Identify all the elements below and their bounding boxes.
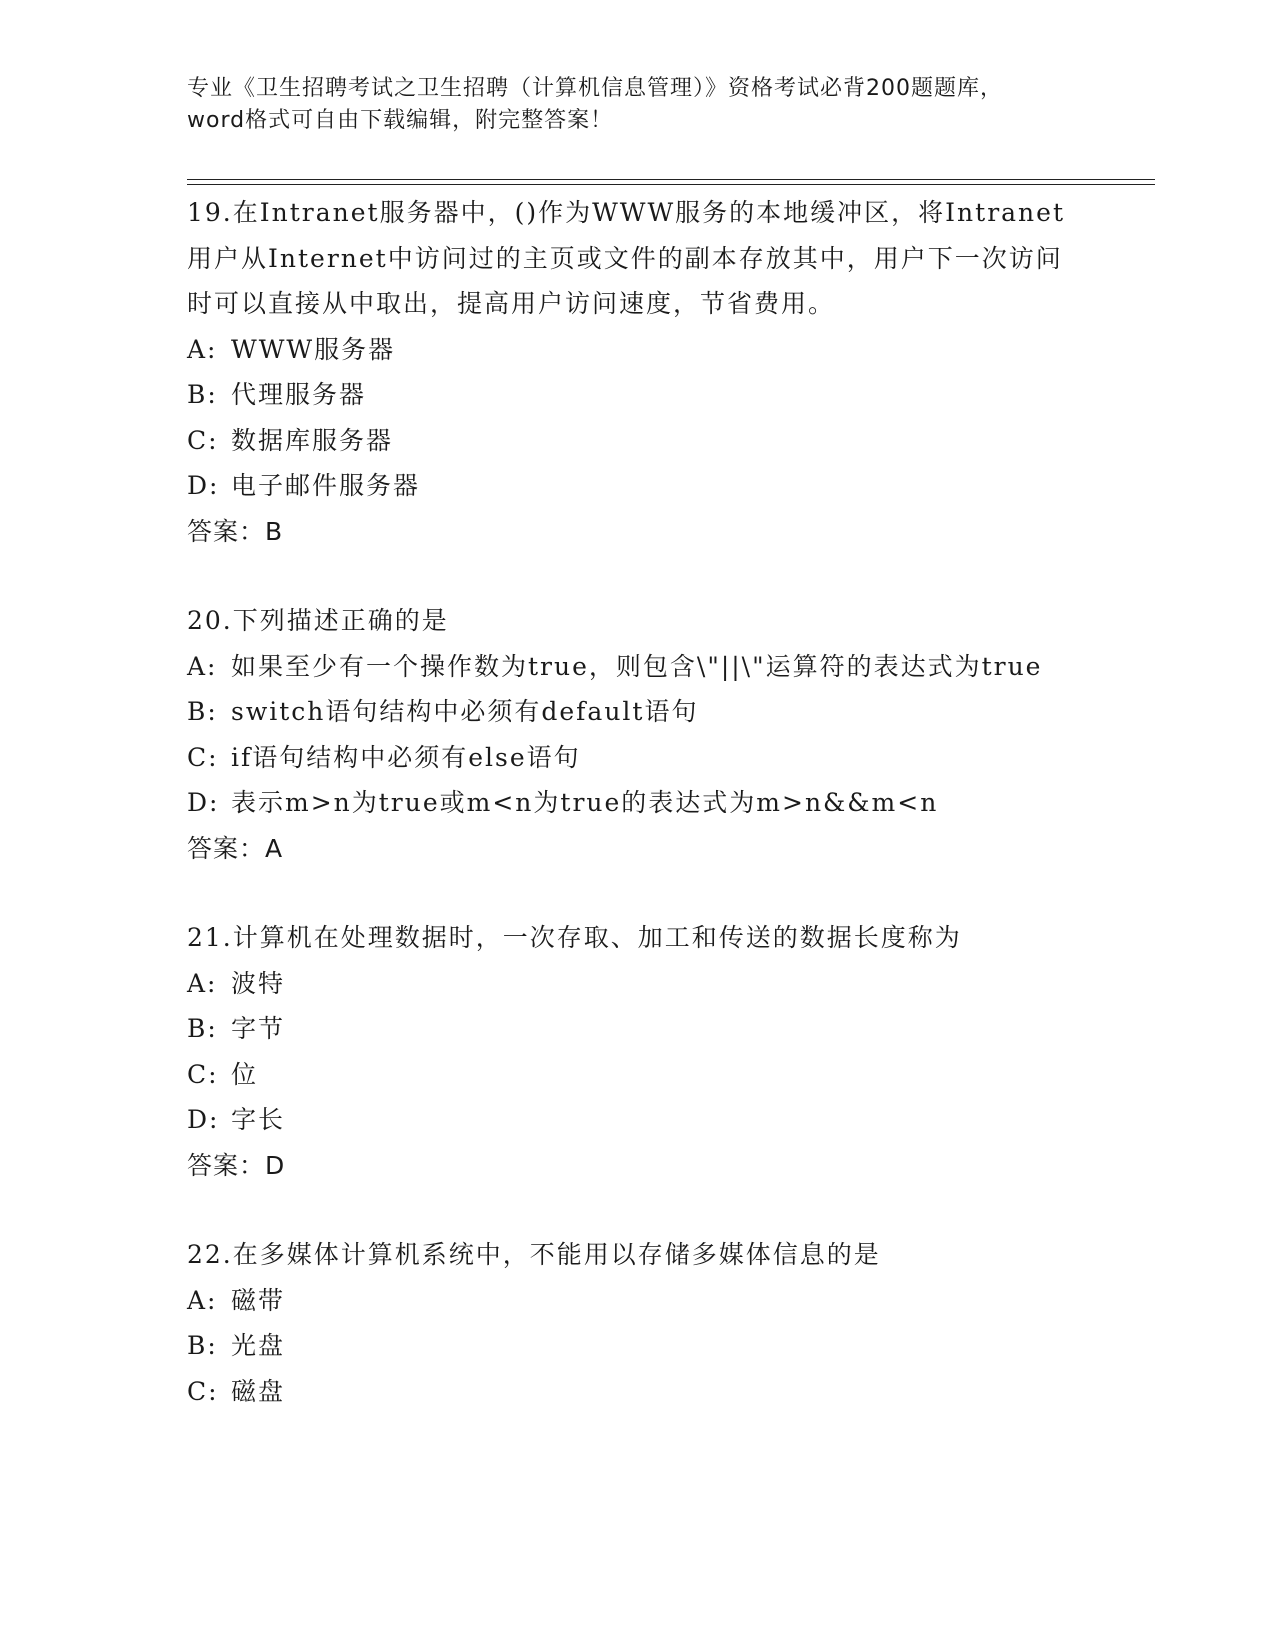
question-block bbox=[187, 1232, 1087, 1414]
header-line-2: word格式可自由下载编辑，附完整答案！ bbox=[187, 108, 614, 133]
option-label: D: bbox=[187, 1105, 220, 1134]
option-text: switch语句结构中必须有default语句 bbox=[231, 697, 699, 726]
answer-option bbox=[187, 1097, 1087, 1143]
option-text: 位 bbox=[231, 1059, 259, 1089]
option-label: B: bbox=[187, 697, 218, 726]
header-divider-bottom bbox=[187, 184, 1155, 185]
option-text: 代理服务器 bbox=[231, 380, 367, 409]
option-label: C: bbox=[187, 1059, 219, 1089]
option-label: A: bbox=[187, 651, 218, 681]
answer-option bbox=[187, 780, 1087, 826]
answer-key: 答案：B bbox=[187, 516, 284, 546]
header-divider-top bbox=[187, 179, 1155, 180]
question-block bbox=[187, 915, 1087, 1188]
answer-option bbox=[187, 1006, 1087, 1052]
question-block bbox=[187, 598, 1087, 871]
answer-option bbox=[187, 463, 1087, 509]
answer-option bbox=[187, 418, 1087, 464]
option-label: A: bbox=[187, 1285, 218, 1315]
question-text: 19.在Intranet服务器中，()作为WWW服务的本地缓冲区，将Intranet用户从Internet中访问过的主页或文件的副本存放其中，用户下一次访问时可以直接从中取出，提高用户访问速度，节省费用。 bbox=[187, 198, 1065, 318]
option-label: C: bbox=[187, 1376, 219, 1406]
document-header bbox=[187, 73, 1087, 137]
option-text: 光盘 bbox=[231, 1331, 286, 1360]
option-text: 如果至少有一个操作数为true，则包含\"||\"运算符的表达式为true bbox=[231, 651, 1043, 681]
option-label: C: bbox=[187, 425, 219, 455]
answer-option bbox=[187, 1323, 1087, 1369]
option-label: B: bbox=[187, 380, 218, 409]
option-text: 磁带 bbox=[231, 1285, 286, 1315]
answer-option bbox=[187, 327, 1087, 373]
option-text: WWW服务器 bbox=[231, 334, 396, 364]
answer-option bbox=[187, 735, 1087, 781]
option-text: 波特 bbox=[231, 968, 286, 998]
option-text: 电子邮件服务器 bbox=[231, 471, 421, 500]
question-text: 21.计算机在处理数据时，一次存取、加工和传送的数据长度称为 bbox=[187, 923, 962, 952]
answer-option bbox=[187, 1052, 1087, 1098]
option-text: 字节 bbox=[231, 1014, 286, 1043]
option-label: D: bbox=[187, 471, 220, 500]
option-label: D: bbox=[187, 788, 220, 817]
option-text: 数据库服务器 bbox=[231, 425, 394, 455]
answer-option bbox=[187, 961, 1087, 1007]
answer-key: 答案：A bbox=[187, 833, 284, 863]
question-list bbox=[187, 190, 1087, 1458]
option-text: 磁盘 bbox=[231, 1376, 286, 1406]
option-label: C: bbox=[187, 742, 219, 772]
answer-option bbox=[187, 689, 1087, 735]
option-text: 字长 bbox=[231, 1105, 286, 1134]
answer-key: 答案：D bbox=[187, 1150, 286, 1180]
option-label: B: bbox=[187, 1331, 218, 1360]
option-label: A: bbox=[187, 968, 218, 998]
option-label: B: bbox=[187, 1014, 218, 1043]
answer-option bbox=[187, 372, 1087, 418]
question-text: 22.在多媒体计算机系统中，不能用以存储多媒体信息的是 bbox=[187, 1240, 881, 1269]
answer-option bbox=[187, 1278, 1087, 1324]
option-text: if语句结构中必须有else语句 bbox=[231, 742, 581, 772]
answer-option bbox=[187, 1369, 1087, 1415]
question-text: 20.下列描述正确的是 bbox=[187, 606, 449, 635]
answer-option bbox=[187, 644, 1087, 690]
option-label: A: bbox=[187, 334, 218, 364]
header-line-1: 专业《卫生招聘考试之卫生招聘（计算机信息管理）》资格考试必背200题题库， bbox=[187, 76, 1003, 101]
question-block bbox=[187, 190, 1087, 554]
option-text: 表示m>n为true或m<n为true的表达式为m>n&&m<n bbox=[231, 788, 939, 817]
